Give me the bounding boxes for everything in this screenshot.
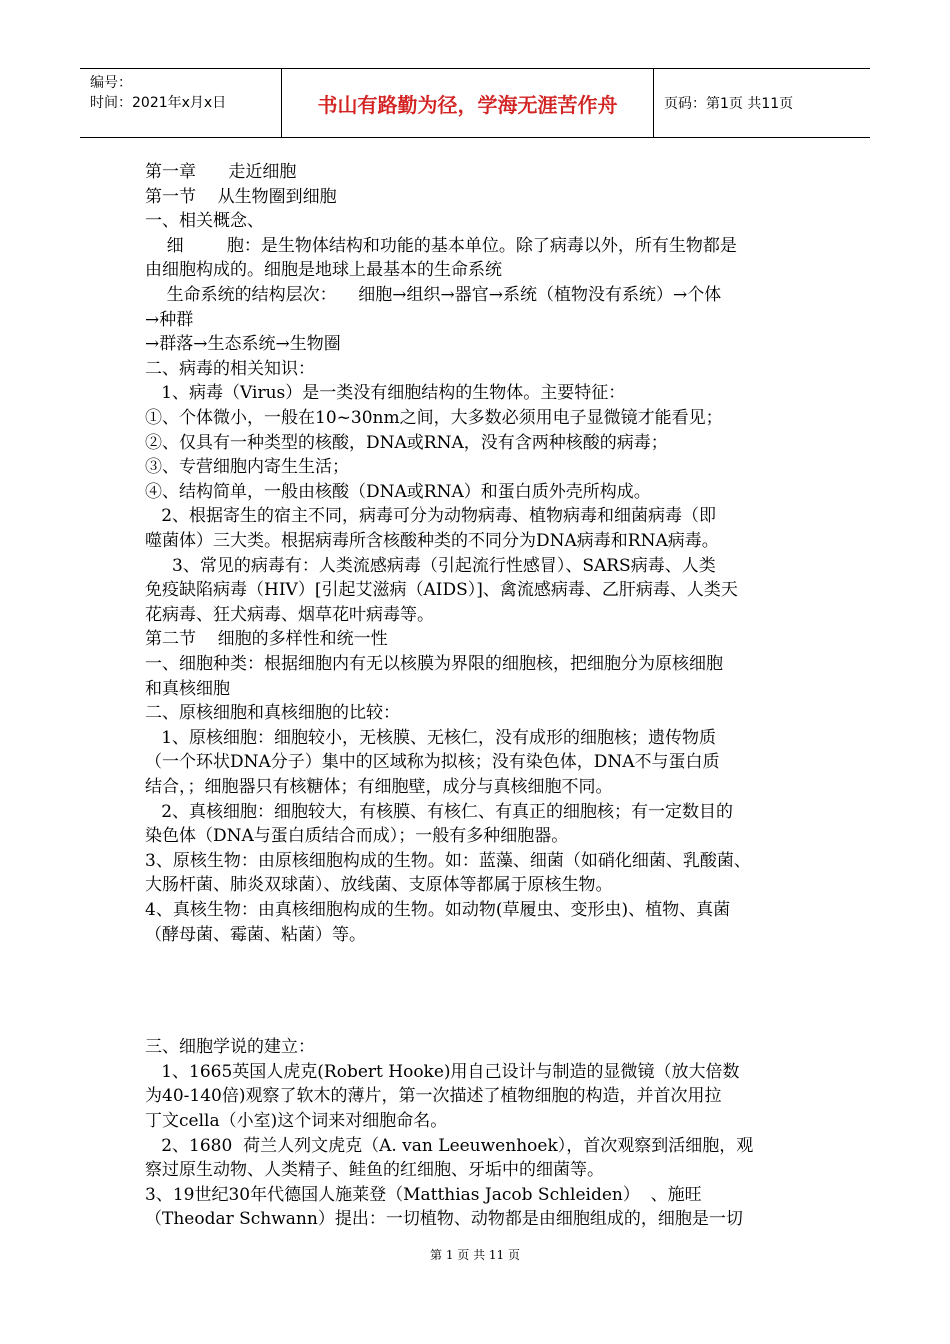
header-page-number: 页码：第1页 共11页 <box>664 96 794 112</box>
body-line: 一、相关概念、 <box>145 211 264 232</box>
page-footer: 第 1 页 共 11 页 <box>430 1248 520 1262</box>
body-line: 2、1680 荷兰人列文虎克（A. van Leeuwenhoek），首次观察到活细胞，观 <box>145 1135 754 1156</box>
body-line: 免疫缺陷病毒（HIV）[引起艾滋病（AIDS）]、禽流感病毒、乙肝病毒、人类天 <box>145 580 738 601</box>
body-line: 细 胞：是生物体结构和功能的基本单位。除了病毒以外，所有生物都是 <box>145 235 737 256</box>
body-line: 3、19世纪30年代德国人施莱登（Matthias Jacob Schleiden） 、施旺 <box>145 1184 702 1205</box>
body-line: 结合，；细胞器只有核糖体；有细胞壁，成分与真核细胞不同。 <box>145 777 613 797</box>
header-motto: 书山有路勤为径，学海无涯苦作舟 <box>282 69 654 137</box>
body-line: 4、真核生物：由真核细胞构成的生物。如动物(草履虫、变形虫)、植物、真菌 <box>145 900 731 920</box>
body-line: （一个环状DNA分子）集中的区域称为拟核；没有染色体，DNA不与蛋白质 <box>145 752 720 773</box>
body-line: 2、根据寄生的宿主不同，病毒可分为动物病毒、植物病毒和细菌病毒（即 <box>145 506 717 527</box>
body-line: 1、病毒（Virus）是一类没有细胞结构的生物体。主要特征： <box>145 383 626 404</box>
body-line: ①、个体微小，一般在10~30nm之间，大多数必须用电子显微镜才能看见； <box>145 408 723 428</box>
body-line: 1、1665英国人虎克(Robert Hooke)用自己设计与制造的显微镜（放大倍数 <box>145 1061 740 1082</box>
body-line: ③、专营细胞内寄生生活； <box>145 457 349 478</box>
body-line: 生命系统的结构层次： 细胞→组织→器官→系统（植物没有系统）→个体 <box>145 285 722 305</box>
body-line: →群落→生态系统→生物圈 <box>145 334 341 355</box>
body-line: 3、原核生物：由原核细胞构成的生物。如：蓝藻、细菌（如硝化细菌、乳酸菌、 <box>145 850 751 871</box>
page-header <box>80 68 870 138</box>
body-line: 3、常见的病毒有：人类流感病毒（引起流行性感冒）、SARS病毒、人类 <box>145 555 716 576</box>
body-line: 第一节 从生物圈到细胞 <box>145 186 337 207</box>
doc-number-label: 编号： <box>90 75 132 91</box>
body-line: →种群 <box>145 309 194 330</box>
body-line: 和真核细胞 <box>145 678 230 699</box>
body-line: 丁文cella（小室)这个词来对细胞命名。 <box>145 1111 448 1131</box>
doc-time-label: 时间：2021年x月x日 <box>90 95 227 111</box>
body-line: 染色体（DNA与蛋白质结合而成）；一般有多种细胞器。 <box>145 826 569 847</box>
body-line: 三、细胞学说的建立： <box>145 1037 315 1058</box>
body-line: 由细胞构成的。细胞是地球上最基本的生命系统 <box>145 260 502 281</box>
body-line: 第二节 细胞的多样性和统一性 <box>145 629 388 650</box>
body-line: 一、细胞种类：根据细胞内有无以核膜为界限的细胞核，把细胞分为原核细胞 <box>145 654 723 674</box>
body-line: 为40-140倍)观察了软木的薄片，第一次描述了植物细胞的构造，并首次用拉 <box>145 1086 722 1107</box>
body-line: 噬菌体）三大类。根据病毒所含核酸种类的不同分为DNA病毒和RNA病毒。 <box>145 531 719 551</box>
body-line: 1、原核细胞：细胞较小，无核膜、无核仁，没有成形的细胞核；遗传物质 <box>145 727 717 748</box>
body-line: 2、真核细胞：细胞较大，有核膜、有核仁、有真正的细胞核；有一定数目的 <box>145 801 734 822</box>
body-line: （Theodar Schwann）提出：一切植物、动物都是由细胞组成的，细胞是一切 <box>145 1209 743 1230</box>
body-line: 二、病毒的相关知识： <box>145 358 315 379</box>
body-line: 第一章 走近细胞 <box>145 162 297 182</box>
header-meta <box>80 69 282 137</box>
body-line: （酵母菌、霉菌、粘菌）等。 <box>145 924 366 945</box>
body-line: ④、结构简单，一般由核酸（DNA或RNA）和蛋白质外壳所构成。 <box>145 481 651 502</box>
body-line: 大肠杆菌、肺炎双球菌）、放线菌、支原体等都属于原核生物。 <box>145 875 613 896</box>
body-line: ②、仅具有一种类型的核酸，DNA或RNA，没有含两种核酸的病毒； <box>145 432 668 453</box>
body-line: 察过原生动物、人类精子、鲑鱼的红细胞、牙垢中的细菌等。 <box>145 1160 604 1181</box>
body-line: 二、原核细胞和真核细胞的比较： <box>145 703 400 724</box>
body-line: 花病毒、狂犬病毒、烟草花叶病毒等。 <box>145 604 434 625</box>
